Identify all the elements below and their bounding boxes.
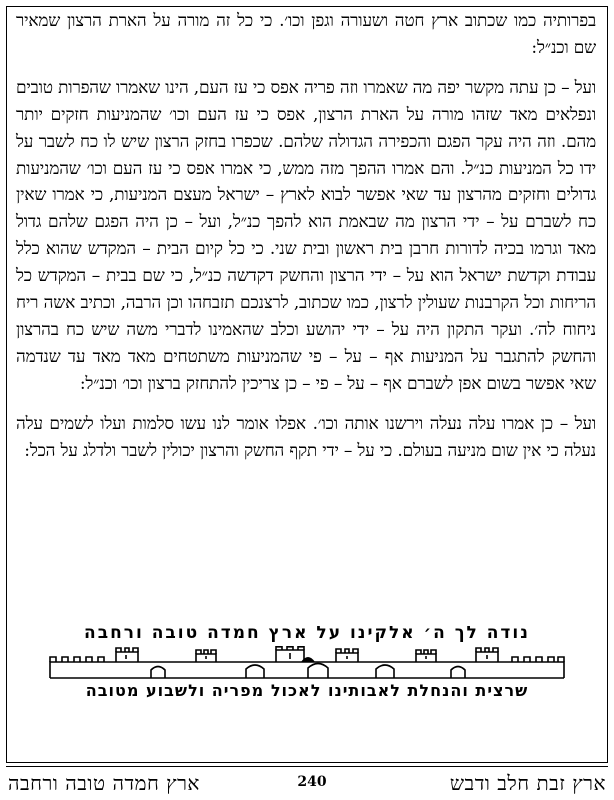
emblem-bottom-line: שרצית והנחלת לאבותינו לאכול מפריה ולשבוע מטובה [85,681,529,700]
page-footer [6,766,608,796]
city-wall-icon [46,646,568,680]
paragraph-1: בפרותיה כמו שכתוב ארץ חטה ושעורה וגפן וכו׳. כי כל זה מורה על הארת הרצון שמאיר שם וכנ״ל: [16,11,596,58]
body-text [16,8,596,465]
footer-left-title: ארץ חמדה טובה ורחבה [8,771,200,795]
page-number: 240 [297,774,327,790]
paragraph-3: ועל – כן אמרו עלה נעלה וירשנו אותה וכו׳. אפלו אומר לנו עשו סלמות ועלו לשמים עלה נעלה כי אין שום מניעה בעולם. כי על – ידי תקף החשק והרצון יכולין לשבר ולדלג על הכל: [16,413,596,461]
paragraph-2: ועל – כן עתה מקשר יפה מה שאמרו וזה פריה אפס כי עז העם, הינו שאמרו שהפרות טובים ונפלאים מאד שזהו מורה על הארת הרצון, אפס כי עז העם וכו׳ שהמניעות חזקים יותר מהם. וזה היה עקר הפגם והכפירה הגדולה שלהם. שכפרו בחזק הרצון שיש לו כח לשבר על ידו כל המניעות כנ״ל. והם אמרו ההפך מזה ממש, כי אמרו אפס כי עז העם וכו׳ שהמניעות גדולים וחזקים מהרצון עד שאי אפשר לבוא לארץ – ישראל מעצם המניעות, כי אמרו שאין כח לשברם על – ידי הרצון מה שבאמת הוא להפך כנ״ל, ועל – כן היה הפגם שלהם גדול מאד וגרמו בכיה לדורות חרבן בית ראשון ובית שני. כי כל קיום הבית – המקדש שהוא כלל עבודת וקדשת ישראל הוא על – ידי הרצון והחשק דקדשה כנ״ל, כי שם בבית – המקדש כל הריחות וכל הקרבנות שעולין לרצון, כמו שכתוב, לרצנכם תזבחהו וכן הרבה, וכתיב אשה ריח ניחוח לה׳. ועקר התקון היה על – ידי יהושע וכלב שהאמינו לדברי משה שיש כח בהרצון והחשק להתגבר על המניעות אף – על – פי שהמניעות משתטחים מאד מאד עד שנדמה שאי אפשר בשום אפן לשברם אף – על – פי – כן צריכין להתחזק ברצון וכו׳ וכנ״ל: [16,77,596,394]
footer-rule [6,766,608,767]
jerusalem-emblem [40,618,574,708]
footer-right-title: ארץ זבת חלב ודבש [449,771,606,795]
emblem-top-line: נודה לך ה׳ אלקינו על ארץ חמדה טובה ורחבה [84,623,530,643]
